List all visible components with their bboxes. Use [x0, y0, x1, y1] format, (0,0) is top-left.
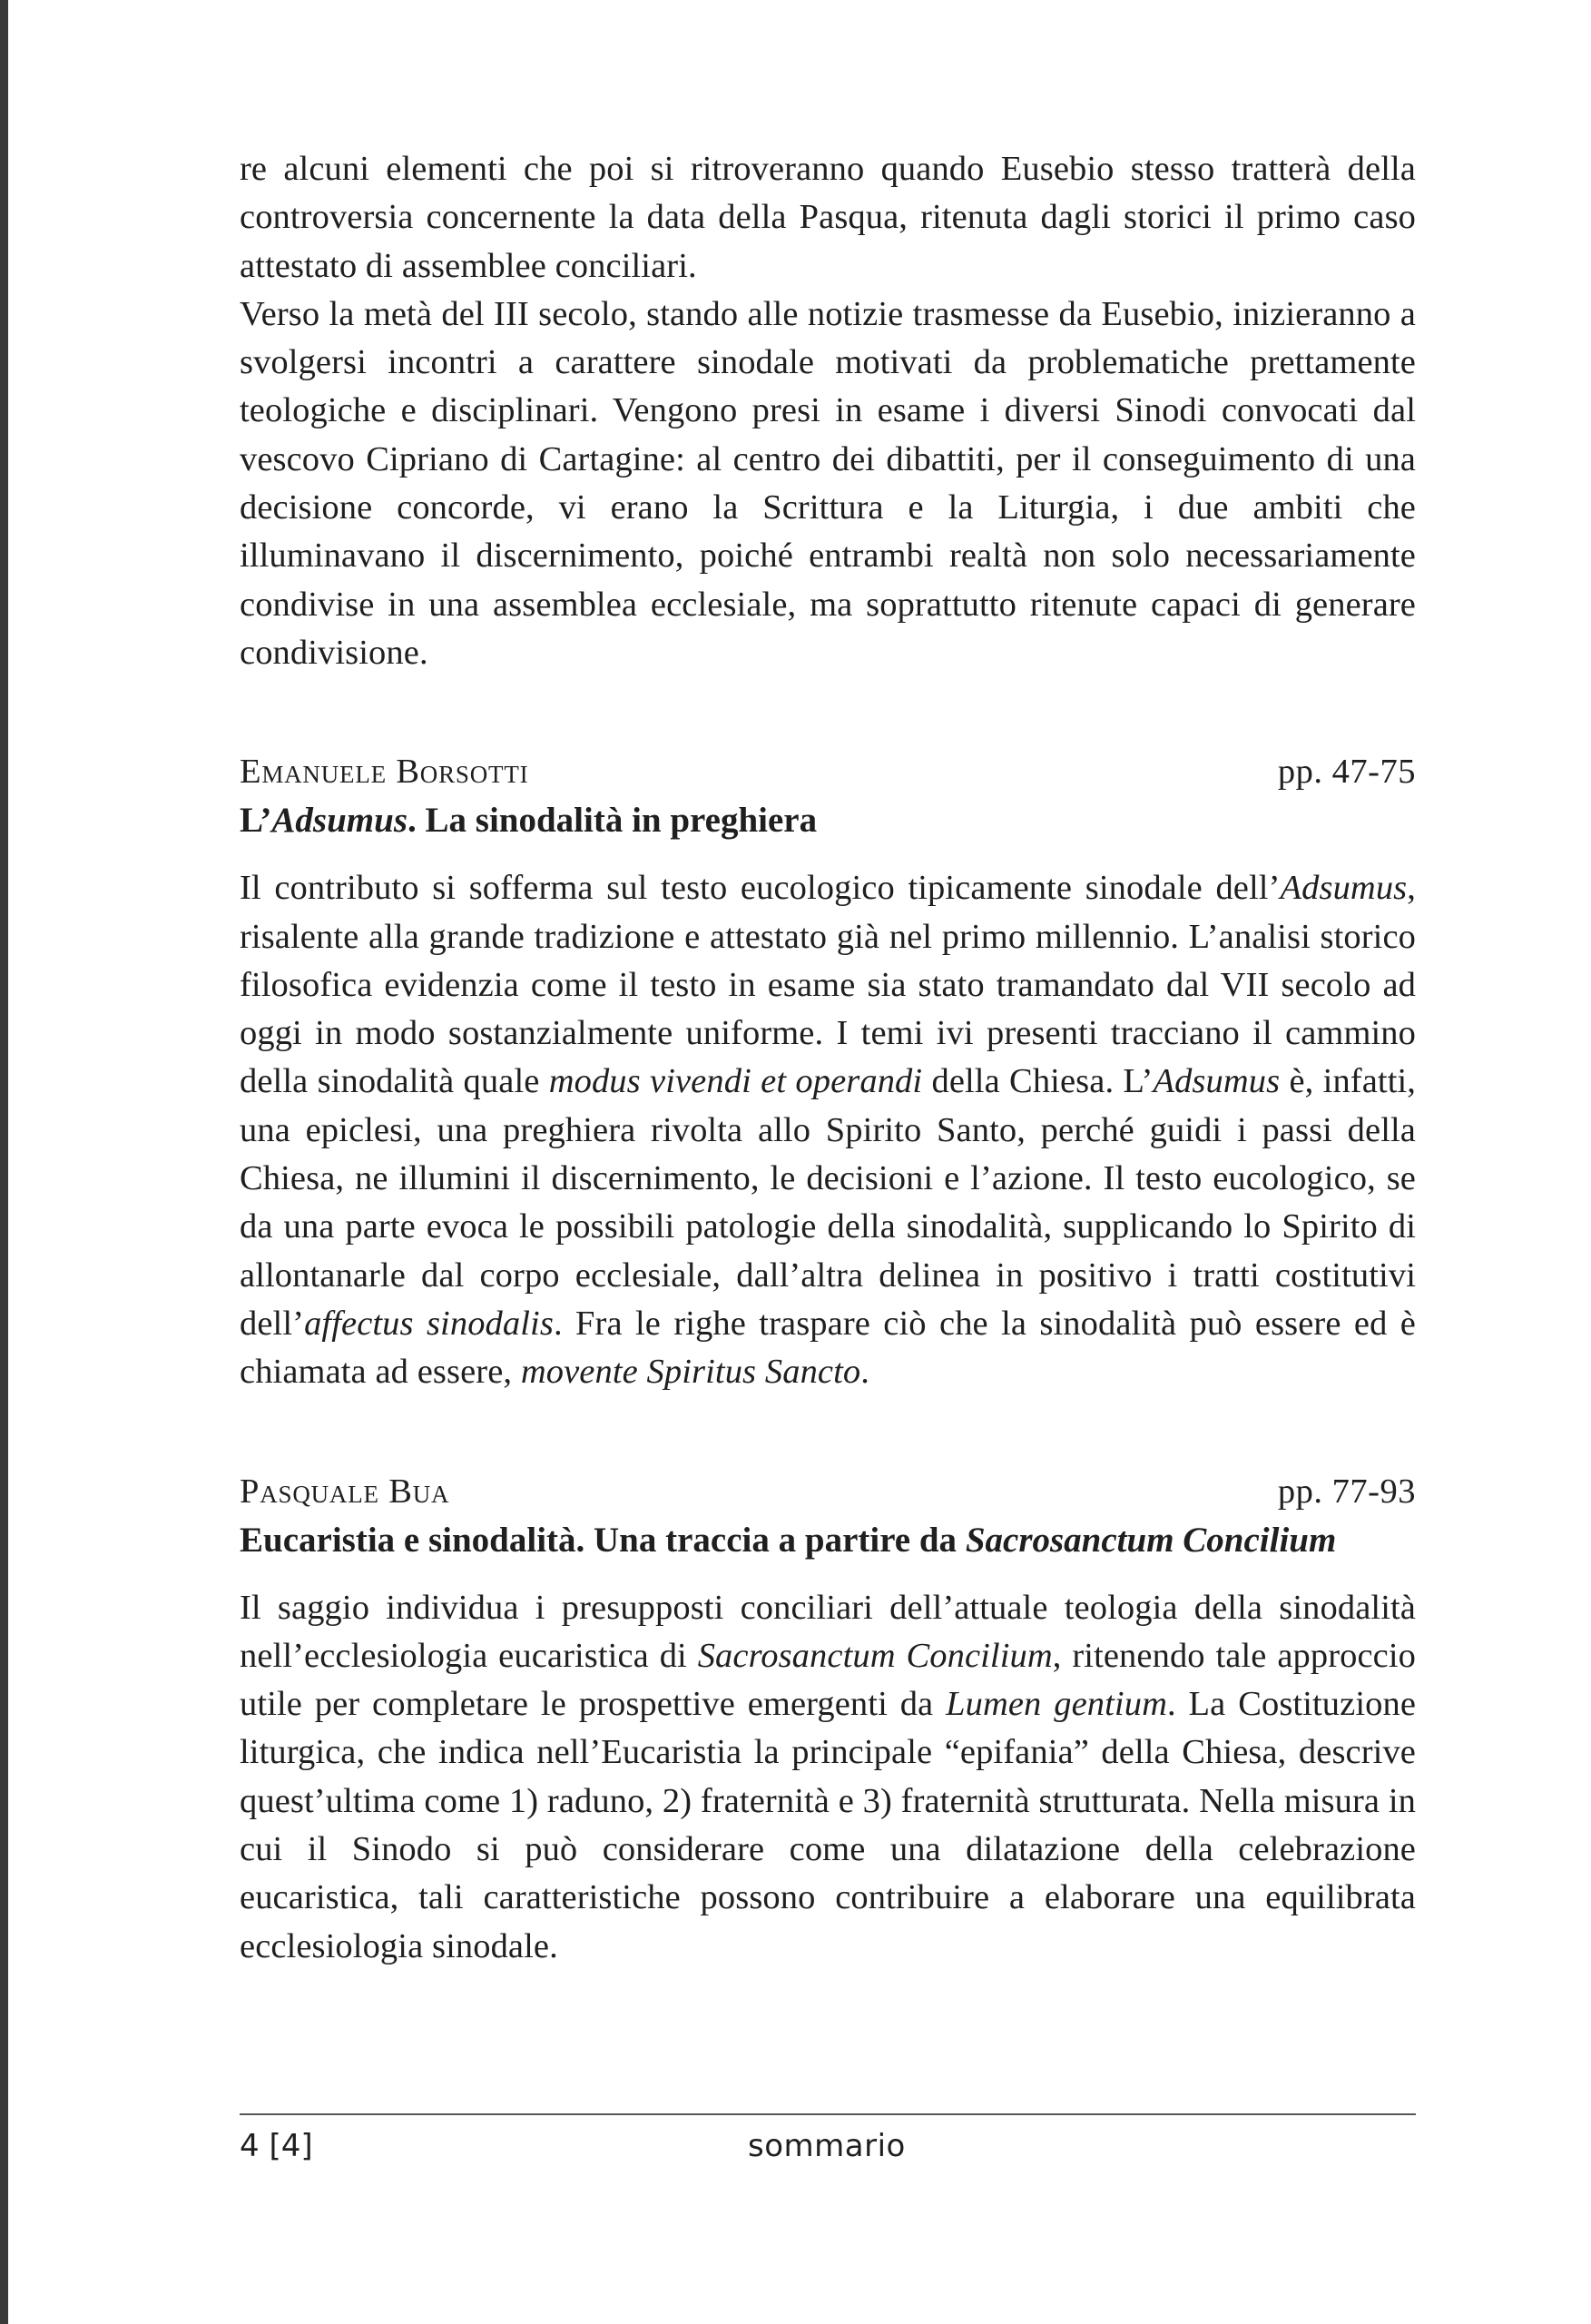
intro-paragraph-2: Verso la metà del III secolo, stando alle notizie trasmesse da Eusebio, inizieranno a svolgersi incontri a carattere sinodale motivati da problematiche prettamente teologiche e disciplinari. Vengono presi in esame i diversi Sinodi convocati dal vescovo Cipriano di Cartagine: al centro dei dibattiti, per il conseguimento di una decisione concorde, vi erano la Scrittura e la Liturgia, i due ambiti che illuminavano il discernimento, poiché entrambi realtà non solo necessariamente condivise in una assemblea ecclesiale, ma soprattutto ritenute capaci di generare condivisione. [240, 294, 1416, 672]
author-name: Pasquale Bua [240, 1472, 450, 1511]
entry-header [240, 748, 1416, 796]
abstract-italic: modus vivendi et operandi [548, 1062, 923, 1101]
page-range: pp. 77-93 [1277, 1472, 1416, 1511]
intro-paragraph-1: re alcuni elementi che poi si ritroveranno quando Eusebio stesso tratterà della controversia concernente la data della Pasqua, ritenuta dagli storici il primo caso attestato di assemblee conciliari. [240, 150, 1416, 285]
abstract-text: , risalente alla grande tradizione e attestato già nel primo millennio. L’analisi storico filosofica evidenzia come il testo in esame sia stato tramandato dal VII secolo ad oggi in modo sostanzialmente uniforme. I temi ivi presenti tracciano il cammino della sinodalità quale [240, 869, 1416, 1101]
entry-header [240, 1468, 1416, 1516]
abstract-text: Il saggio individua i presupposti conciliari dell’attuale teologia della sinodalità nell’ecclesiologia eucaristica di [240, 1588, 1416, 1675]
title-part-italic: Adsumus [271, 801, 408, 841]
page-content [240, 145, 1416, 1971]
title-part-italic: Sacrosanctum Concilium [965, 1520, 1337, 1560]
title-part: Eucaristia e sinodalità. Una traccia a partire da [240, 1520, 966, 1560]
page-number: 4 [4] [240, 2128, 313, 2164]
article-abstract [240, 1584, 1416, 1971]
footer-rule [240, 2113, 1416, 2115]
abstract-italic: Sacrosanctum Concilium [697, 1636, 1053, 1675]
abstract-italic: Adsumus [1153, 1062, 1281, 1101]
scan-edge [0, 0, 8, 2324]
abstract-italic: Adsumus [1280, 869, 1408, 908]
author-name: Emanuele Borsotti [240, 753, 529, 792]
page-footer [240, 2113, 1416, 2173]
article-title [240, 796, 1416, 844]
footer-row [240, 2128, 1416, 2173]
abstract-text: è, infatti, una epiclesi, una preghiera rivolta allo Spirito Santo, perché guidi i passi della Chiesa, ne illumini il discernimento, le decisioni e l’azione. Il testo eucologico, se da una parte evoca le possibili patologie della sinodalità, supplicando lo Spirito di allontanarle dal corpo ecclesiale, dall’altra delinea in positivo i tratti costitutivi dell’ [240, 1062, 1417, 1343]
entry-bua [240, 1468, 1416, 1971]
abstract-italic: movente Spiritus Sancto [520, 1353, 861, 1392]
abstract-text: . [860, 1353, 869, 1392]
abstract-text: della Chiesa. L’ [922, 1062, 1154, 1101]
abstract-text: . La Costituzione liturgica, che indica nell’Eucaristia la principale “epifania” della Chiesa, descrive quest’ultima come 1) raduno, 2) fraternità e 3) fraternità strutturata. Nella misura in cui il Sinodo si può considerare come una dilatazione della celebrazione eucaristica, tali caratteristiche possono contribuire a elaborare una equilibrata ecclesiologia sinodale. [240, 1685, 1417, 1965]
title-part: L’ [240, 801, 272, 841]
page-range: pp. 47-75 [1277, 753, 1416, 792]
abstract-italic: affectus sinodalis [304, 1304, 554, 1343]
abstract-text: . Fra le righe traspare ciò che la sinodalità può essere ed è chiamata ad essere, [240, 1304, 1416, 1392]
abstract-italic: Lumen gentium [946, 1685, 1167, 1724]
title-part: . La sinodalità in preghiera [408, 801, 818, 841]
entry-borsotti [240, 748, 1416, 1396]
article-title [240, 1516, 1416, 1564]
article-abstract [240, 864, 1416, 1396]
running-title: sommario [748, 2128, 906, 2164]
abstract-text: Il contributo si sofferma sul testo eucologico tipicamente sinodale dell’ [240, 869, 1281, 908]
abstract-text: , ritenendo tale approccio utile per completare le prospettive emergenti da [240, 1636, 1416, 1724]
